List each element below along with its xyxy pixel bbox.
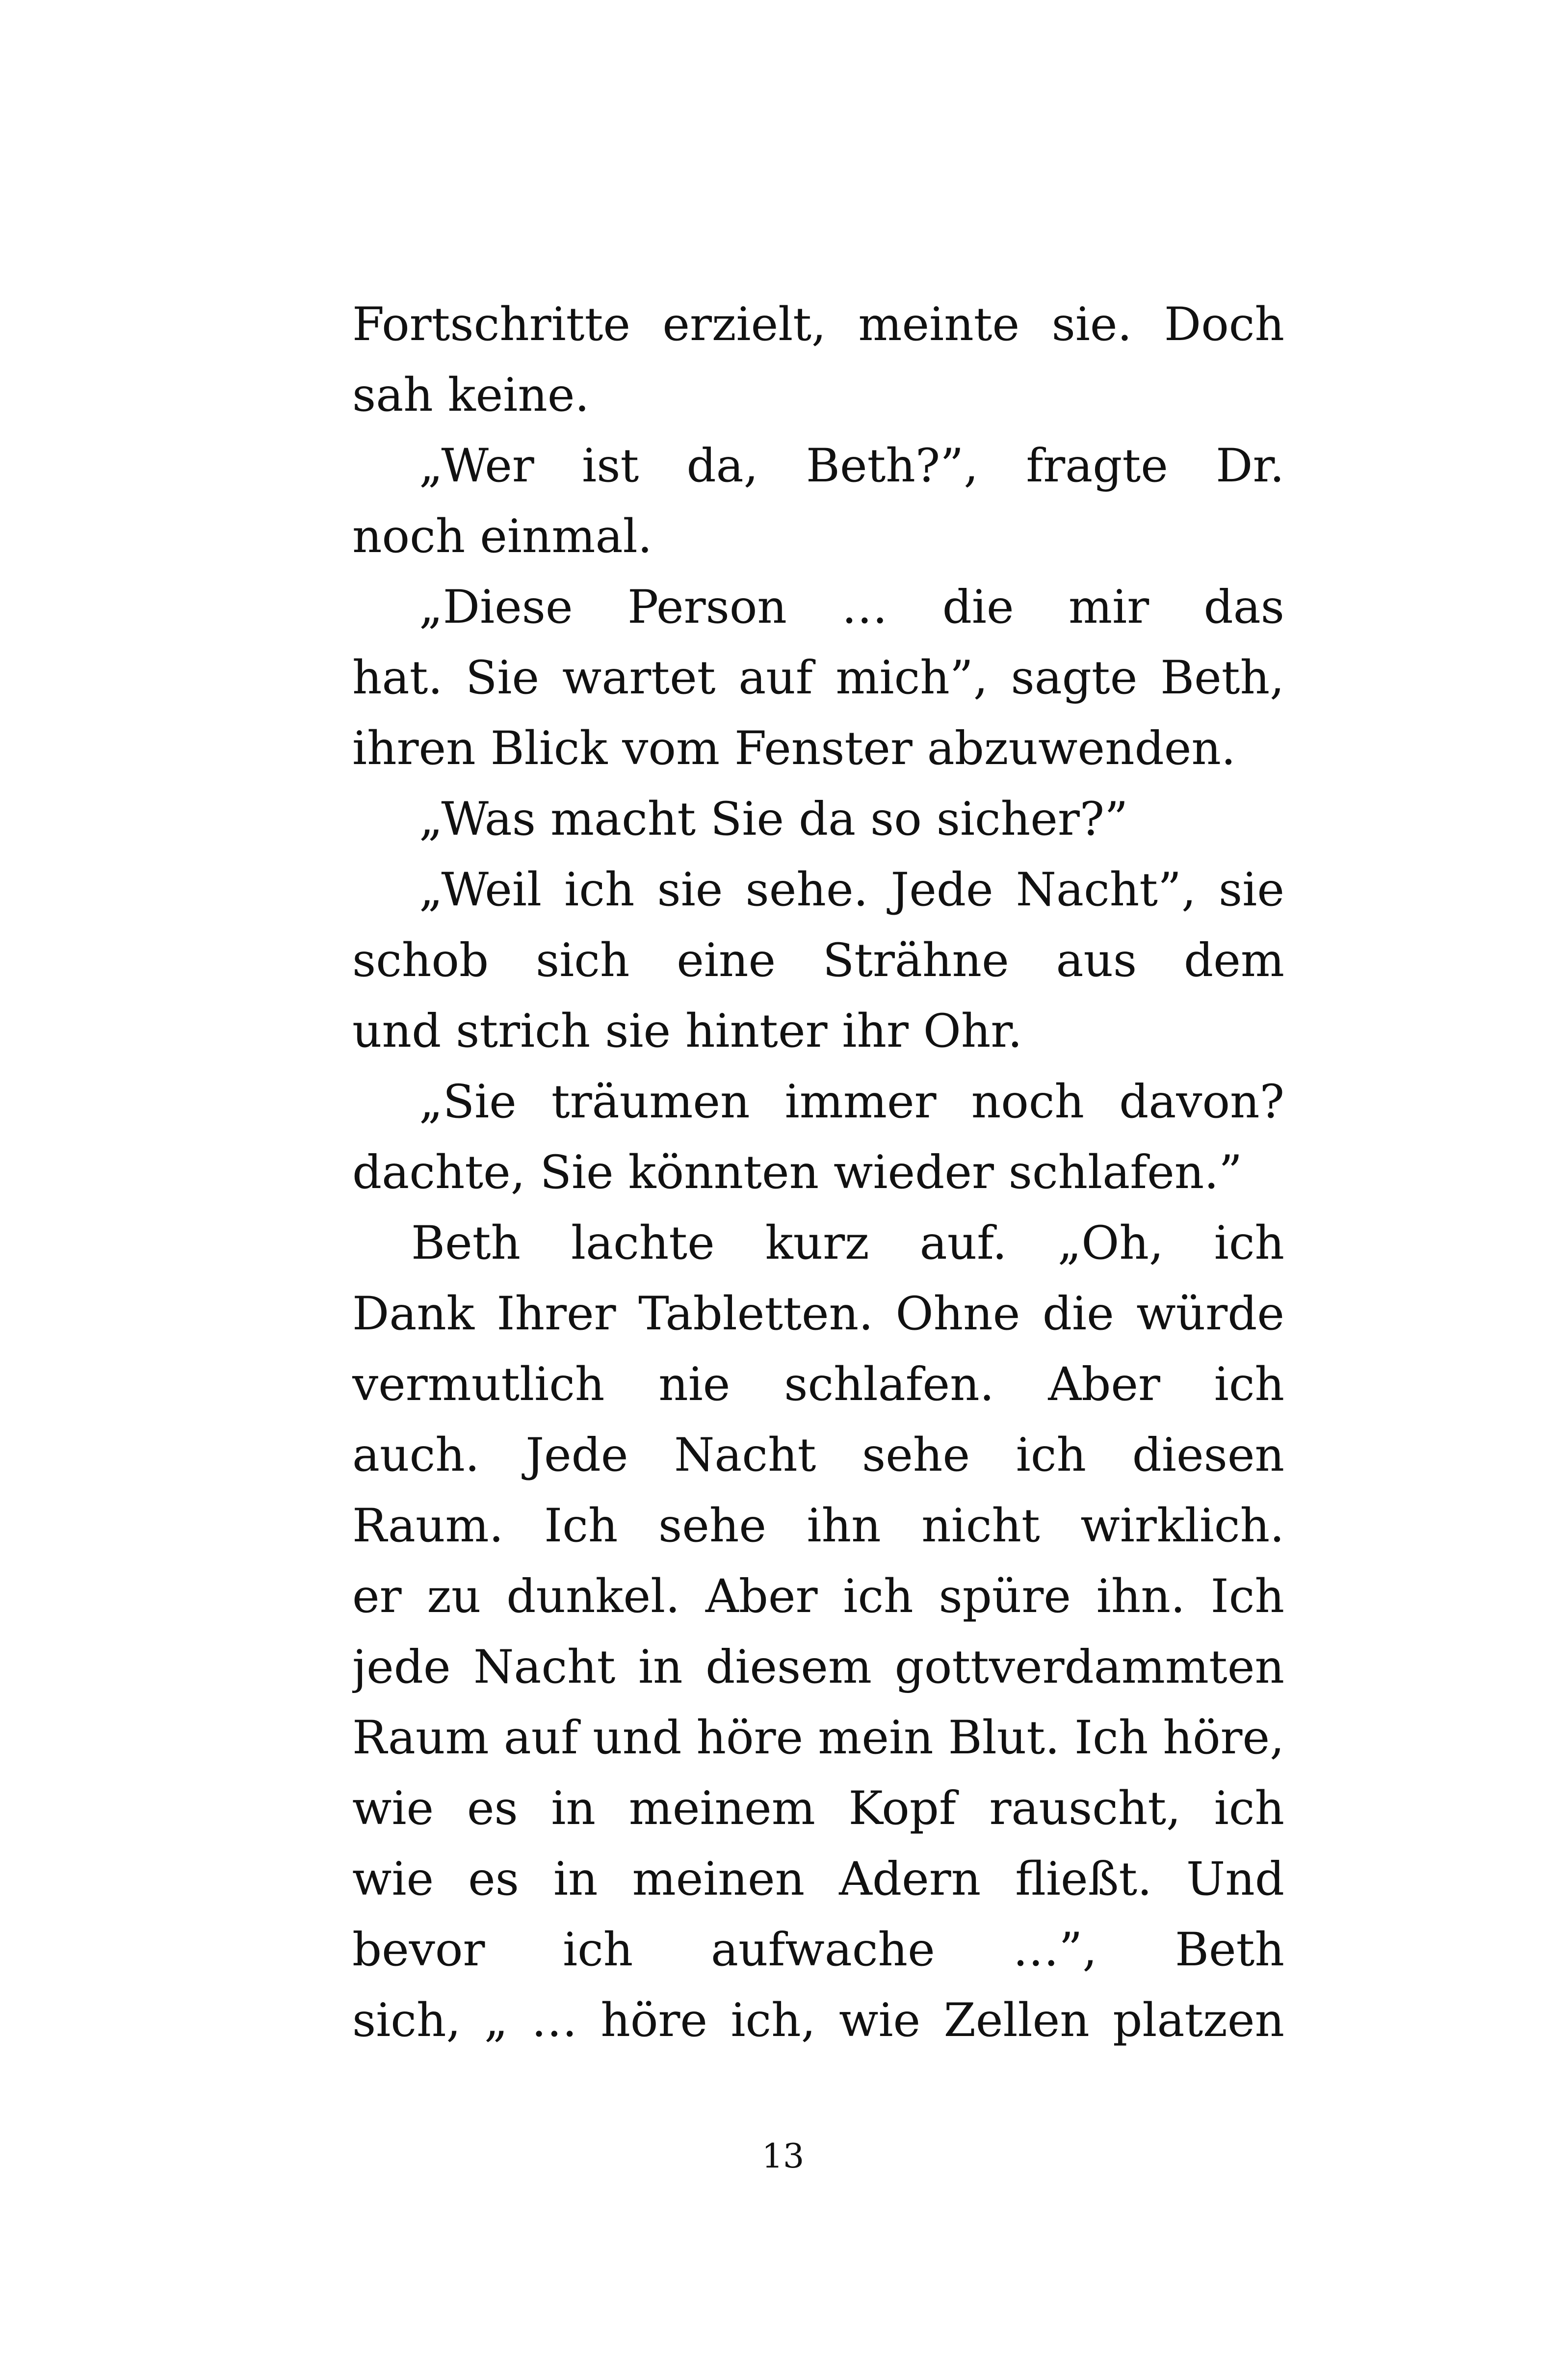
text-line: ihren Blick vom Fenster abzuwenden. (352, 722, 1236, 775)
text-line: auch. Jede Nacht sehe ich diesen (352, 1428, 1284, 1482)
text-line: wie es in meinen Adern fließt. Und (352, 1852, 1284, 1906)
text-line: noch einmal. (352, 510, 652, 563)
text-line: Raum. Ich sehe ihn nicht wirklich. (352, 1499, 1284, 1553)
text-line: vermutlich nie schlafen. Aber ich (352, 1358, 1284, 1411)
text-line: sich, „ … höre ich, wie Zellen platzen (352, 1994, 1284, 2047)
body-text (352, 290, 1284, 2056)
text-line: „Was macht Sie da so sicher?” (419, 793, 1128, 846)
text-line: „Sie träumen immer noch davon? (419, 1075, 1284, 1129)
text-line: dachte, Sie könnten wieder schlafen.” (352, 1146, 1243, 1199)
text-line: „Wer ist da, Beth?”, fragte Dr. (419, 439, 1284, 493)
page-number: 13 (761, 2137, 805, 2176)
text-line: jede Nacht in diesem gottverdammten (352, 1640, 1284, 1694)
text-line: Dank Ihrer Tabletten. Ohne die würde (352, 1287, 1284, 1341)
text-line: Fortschritte erzielt, meinte sie. Doch (352, 298, 1284, 351)
text-line: „Diese Person … die mir das (419, 581, 1284, 634)
text-line: schob sich eine Strähne aus dem (352, 934, 1284, 987)
text-line: und strich sie hinter ihr Ohr. (352, 1005, 1022, 1058)
text-line: wie es in meinem Kopf rauscht, ich (352, 1782, 1284, 1835)
text-line: er zu dunkel. Aber ich spüre ihn. Ich (352, 1570, 1284, 1623)
text-line: Beth lachte kurz auf. „Oh, ich (411, 1216, 1284, 1270)
text-line: Raum auf und höre mein Blut. Ich höre, (352, 1711, 1284, 1765)
text-line: „Weil ich sie sehe. Jede Nacht”, sie (419, 863, 1284, 917)
text-line: hat. Sie wartet auf mich”, sagte Beth, (352, 651, 1284, 705)
text-line: sah keine. (352, 369, 590, 422)
text-line: bevor ich aufwache …”, Beth (352, 1923, 1284, 1977)
